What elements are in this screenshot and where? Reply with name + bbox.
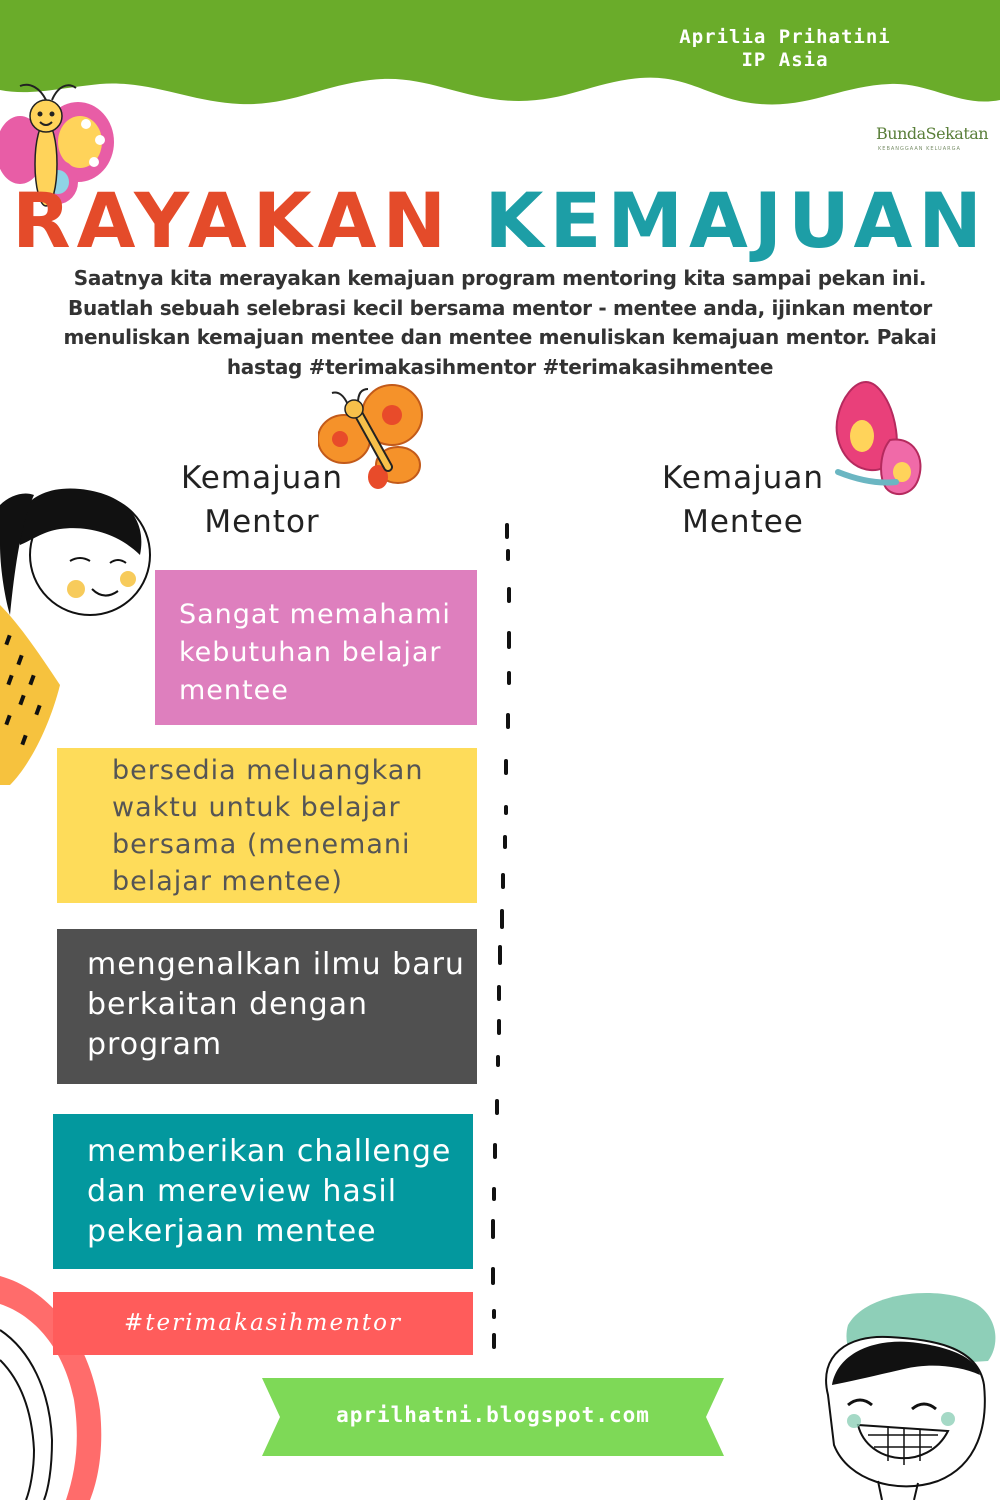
rainbow-arc-decoration	[0, 1270, 110, 1500]
column-header-line: Mentor	[204, 504, 320, 540]
mentor-progress-card: bersedia meluangkan waktu untuk belajar bersama (menemani belajar mentee)	[57, 748, 477, 903]
boy-character-illustration	[808, 1285, 1000, 1500]
column-header-mentee	[623, 456, 863, 544]
logo-subtitle: KEBANGGAAN KELUARGA	[878, 146, 961, 152]
girl-character-illustration	[0, 485, 160, 785]
page-title	[0, 176, 1000, 265]
column-header-line: Kemajuan	[181, 460, 343, 496]
blog-url[interactable]: aprilhatni.blogspot.com	[336, 1403, 650, 1427]
title-word-rayakan: RAYAKAN	[12, 176, 453, 265]
author-credit	[660, 26, 910, 72]
hashtag-card: #terimakasihmentor	[53, 1292, 473, 1355]
intro-line: Saatnya kita merayakan kemajuan program mentoring kita sampai pekan ini.	[73, 266, 927, 290]
column-header-line: Mentee	[682, 504, 804, 540]
author-group: IP Asia	[741, 49, 829, 71]
mentor-progress-card: mengenalkan ilmu baru berkaitan dengan program	[57, 929, 477, 1084]
column-divider	[480, 515, 520, 1360]
intro-line: menuliskan kemajuan mentee dan mentee menuliskan kemajuan mentor. Pakai	[63, 325, 937, 349]
intro-paragraph	[55, 264, 945, 382]
column-header-line: Kemajuan	[662, 460, 824, 496]
intro-line: hastag #terimakasihmentor #terimakasihmentee	[226, 354, 774, 379]
intro-line: Buatlah sebuah selebrasi kecil bersama mentor - mentee anda, ijinkan mentor	[68, 295, 932, 320]
mentor-progress-card: memberikan challenge dan mereview hasil pekerjaan mentee	[53, 1114, 473, 1269]
author-name: Aprilia Prihatini	[679, 26, 891, 48]
title-word-kemajuan: KEMAJUAN	[484, 176, 988, 265]
column-header-mentor	[142, 456, 382, 544]
mentor-progress-card: Sangat memahami kebutuhan belajar mentee	[155, 570, 477, 725]
logo-name: BundaSekatan	[876, 124, 989, 143]
brand-logo	[876, 124, 996, 158]
